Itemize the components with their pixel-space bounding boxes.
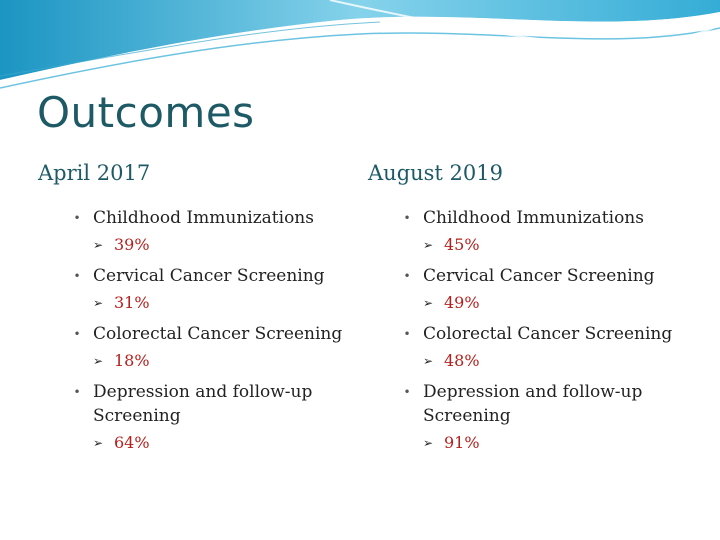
item-value: 31% (114, 293, 150, 312)
list-subitem (368, 431, 688, 455)
bullet-icon: • (403, 269, 411, 283)
list-item (368, 264, 688, 288)
arrow-bullet-icon: ➢ (93, 238, 104, 252)
arrow-bullet-icon: ➢ (93, 296, 104, 310)
slide-title: Outcomes (37, 88, 255, 137)
list-item (368, 380, 688, 428)
item-label: Cervical Cancer Screening (93, 266, 325, 286)
list-subitem (38, 233, 358, 257)
item-label: Childhood Immunizations (423, 208, 644, 228)
right-column-heading: August 2019 (368, 161, 503, 185)
list-item (368, 206, 688, 230)
bullet-icon: • (403, 211, 411, 225)
list-item (38, 322, 358, 346)
bullet-icon: • (73, 327, 81, 341)
arrow-bullet-icon: ➢ (423, 436, 434, 450)
item-value: 49% (444, 293, 480, 312)
item-label: Colorectal Cancer Screening (93, 324, 343, 344)
bullet-icon: • (403, 327, 411, 341)
bullet-icon: • (73, 385, 81, 399)
list-subitem (38, 349, 358, 373)
list-item (38, 206, 358, 230)
right-column (368, 158, 688, 462)
item-value: 64% (114, 433, 150, 452)
item-value: 45% (444, 235, 480, 254)
left-column (38, 158, 358, 462)
bullet-icon: • (73, 211, 81, 225)
item-label: Colorectal Cancer Screening (423, 324, 673, 344)
item-value: 39% (114, 235, 150, 254)
arrow-bullet-icon: ➢ (423, 354, 434, 368)
arrow-bullet-icon: ➢ (93, 436, 104, 450)
bullet-icon: • (73, 269, 81, 283)
list-item (368, 322, 688, 346)
arrow-bullet-icon: ➢ (93, 354, 104, 368)
item-value: 48% (444, 351, 480, 370)
list-subitem (38, 291, 358, 315)
list-subitem (368, 349, 688, 373)
header-wave-decoration (0, 0, 720, 90)
item-value: 91% (444, 433, 480, 452)
item-value: 18% (114, 351, 150, 370)
list-subitem (368, 291, 688, 315)
list-subitem (38, 431, 358, 455)
arrow-bullet-icon: ➢ (423, 296, 434, 310)
list-subitem (368, 233, 688, 257)
left-column-heading: April 2017 (38, 161, 151, 185)
arrow-bullet-icon: ➢ (423, 238, 434, 252)
item-label: Depression and follow-up Screening (93, 382, 313, 426)
list-item (38, 264, 358, 288)
list-item (38, 380, 358, 428)
item-label: Childhood Immunizations (93, 208, 314, 228)
item-label: Depression and follow-up Screening (423, 382, 643, 426)
item-label: Cervical Cancer Screening (423, 266, 655, 286)
bullet-icon: • (403, 385, 411, 399)
